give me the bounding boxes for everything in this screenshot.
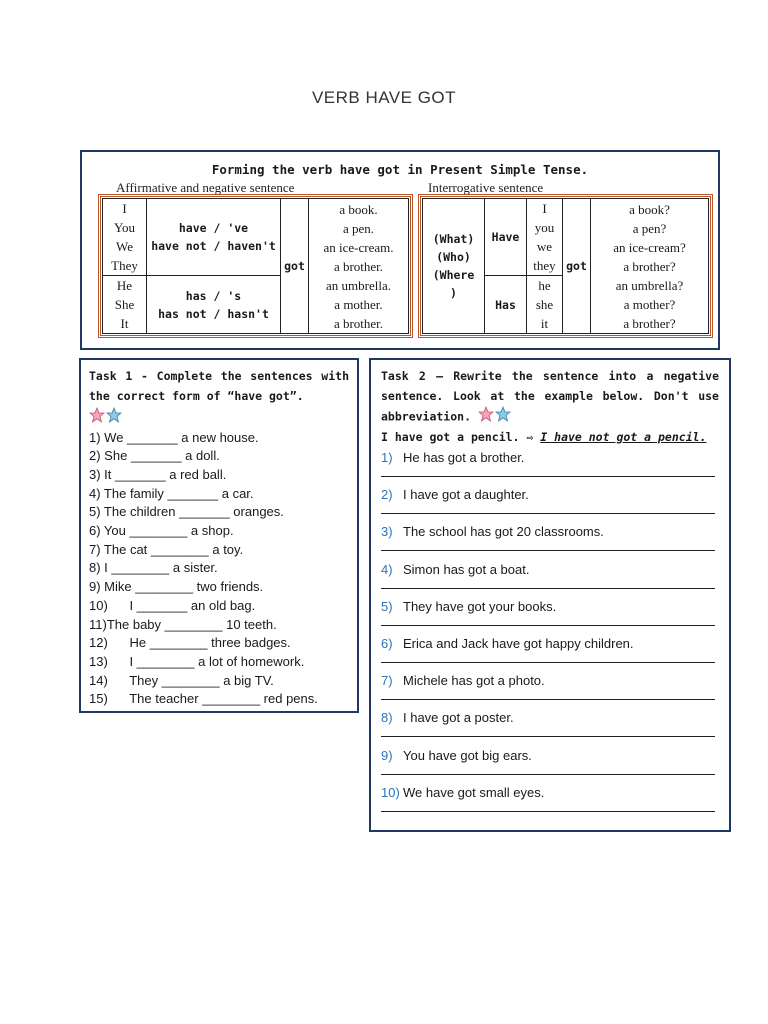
item-number: 3)	[381, 524, 393, 540]
object: a brother?	[623, 258, 676, 274]
have-cell: Have	[485, 199, 527, 276]
list-item: 9) Mike ________ two friends.	[89, 579, 264, 595]
answer-line[interactable]	[381, 588, 715, 589]
affirmative-label: Affirmative and negative sentence	[116, 180, 295, 195]
answer-line[interactable]	[381, 662, 715, 663]
objects-cell	[309, 199, 409, 334]
verb-form: has / 's	[185, 288, 242, 303]
answer-line[interactable]	[381, 513, 715, 514]
item-text: The school has got 20 classrooms.	[403, 524, 604, 540]
item-text: We have got small eyes.	[403, 784, 545, 800]
item-text: Erica and Jack have got happy children.	[403, 635, 634, 651]
pronoun: I	[542, 201, 547, 216]
example-sentence	[381, 428, 719, 446]
item-number: 7)	[381, 673, 393, 689]
question-words-cell	[423, 199, 485, 334]
pronoun: He	[116, 278, 133, 293]
object: an ice-cream.	[323, 239, 394, 255]
pronouns-top-cell	[527, 199, 563, 276]
affirmative-table	[102, 198, 409, 334]
pronoun: She	[114, 297, 135, 312]
item-number: 10)	[381, 784, 400, 800]
answer-line[interactable]	[381, 476, 715, 477]
question-word: (What)	[432, 232, 475, 246]
list-item: 13) I ________ a lot of homework.	[89, 653, 305, 669]
object: a brother.	[333, 315, 384, 331]
item-text: Michele has got a photo.	[403, 673, 545, 689]
task2-box	[369, 358, 731, 832]
list-item	[381, 562, 719, 599]
verb-bottom-cell	[147, 276, 281, 334]
pronouns-top-cell	[103, 199, 147, 276]
list-item	[381, 748, 719, 785]
list-item: 10) I _______ an old bag.	[89, 597, 256, 613]
object: a mother.	[334, 296, 383, 312]
item-number: 2)	[381, 487, 393, 503]
item-text: They have got your books.	[403, 598, 557, 614]
pronoun: I	[122, 201, 127, 216]
interrogative-table	[422, 198, 709, 334]
answer-line[interactable]	[381, 811, 715, 812]
list-item	[381, 524, 719, 561]
verb-form: have / 've	[178, 221, 249, 235]
task2-instruction-text: Task 2 – Rewrite the sentence into a negative sentence. Look at the example below. Don't use abbreviation.	[381, 369, 719, 424]
task1-list	[89, 429, 349, 710]
list-item	[381, 673, 719, 710]
list-item: 14) They ________ a big TV.	[89, 672, 274, 688]
list-item	[381, 599, 719, 636]
item-number: 4)	[381, 561, 393, 577]
answer-line[interactable]	[381, 699, 715, 700]
object: a pen.	[342, 220, 375, 236]
list-item	[381, 450, 719, 487]
answer-line[interactable]	[381, 774, 715, 775]
answer-line[interactable]	[381, 625, 715, 626]
list-item: 6) You ________ a shop.	[89, 523, 234, 539]
list-item: 1) We _______ a new house.	[89, 429, 259, 445]
pronouns-bottom-cell	[103, 276, 147, 334]
pronoun: it	[540, 316, 549, 331]
question-word: (Who)	[436, 250, 471, 264]
task1-box	[79, 358, 359, 713]
pronouns-bottom-cell	[527, 276, 563, 334]
object: an ice-cream?	[613, 239, 686, 255]
list-item: 11)The baby ________ 10 teeth.	[89, 616, 277, 632]
question-word: (Where	[432, 268, 475, 282]
pronoun: They	[111, 258, 138, 273]
pronoun: she	[535, 297, 554, 312]
list-item: 8) I ________ a sister.	[89, 560, 218, 576]
example-prompt: I have got a pencil.	[381, 430, 520, 444]
pronoun: We	[116, 239, 133, 254]
list-item: 2) She _______ a doll.	[89, 448, 220, 464]
grammar-box	[80, 150, 720, 350]
list-item: 15) The teacher ________ red pens.	[89, 691, 318, 707]
list-item	[381, 785, 719, 822]
pronoun: he	[538, 278, 551, 293]
item-number: 1)	[381, 450, 393, 465]
has-cell: Has	[485, 276, 527, 334]
list-item: 12) He ________ three badges.	[89, 635, 291, 651]
pronoun: You	[113, 220, 136, 235]
object: a book.	[339, 201, 378, 217]
stars-icon	[89, 407, 123, 427]
list-item	[381, 636, 719, 673]
answer-line[interactable]	[381, 550, 715, 551]
task2-instruction	[381, 366, 719, 428]
item-number: 5)	[381, 598, 393, 614]
list-item: 7) The cat ________ a toy.	[89, 541, 244, 557]
got-cell: got	[563, 199, 591, 334]
pronoun: It	[120, 316, 129, 331]
list-item: 5) The children _______ oranges.	[89, 504, 284, 520]
object: an umbrella?	[615, 277, 684, 293]
item-number: 8)	[381, 710, 393, 726]
got-cell: got	[281, 199, 309, 334]
object: a mother?	[623, 296, 676, 312]
item-text: You have got big ears.	[403, 747, 532, 763]
example-answer: I have not got a pencil.	[540, 430, 707, 444]
list-item	[381, 710, 719, 747]
pronoun: they	[533, 258, 556, 273]
verb-top-cell	[147, 199, 281, 276]
list-item	[381, 487, 719, 524]
question-word: )	[450, 286, 457, 300]
object: a pen?	[632, 220, 667, 236]
object: a book?	[629, 201, 670, 217]
page-title: VERB HAVE GOT	[311, 88, 457, 107]
object: an umbrella.	[326, 277, 391, 293]
item-text: Simon has got a boat.	[403, 561, 530, 577]
item-text: He has got a brother.	[403, 450, 525, 465]
object: a brother?	[623, 315, 676, 331]
arrow-icon: ⇨	[526, 430, 534, 444]
verb-form: has not / hasn't	[158, 306, 269, 321]
object: a brother.	[333, 258, 384, 274]
verb-form: have not / haven't	[151, 239, 276, 253]
list-item: 4) The family _______ a car.	[89, 485, 254, 501]
item-number: 6)	[381, 635, 393, 651]
list-item: 3) It _______ a red ball.	[89, 466, 227, 482]
interrogative-label: Interrogative sentence	[428, 180, 544, 195]
item-number: 9)	[381, 747, 393, 763]
task1-instruction: Task 1 - Complete the sentences with the correct form of “have got”.	[89, 369, 349, 403]
task2-list	[381, 450, 719, 822]
objects-cell	[591, 199, 709, 334]
pronoun: you	[534, 220, 555, 235]
item-text: I have got a daughter.	[403, 487, 529, 503]
stars-icon	[478, 406, 512, 428]
item-text: I have got a poster.	[403, 710, 514, 726]
grammar-heading: Forming the verb have got in Present Simple Tense.	[211, 162, 589, 177]
pronoun: we	[536, 239, 553, 254]
answer-line[interactable]	[381, 736, 715, 737]
